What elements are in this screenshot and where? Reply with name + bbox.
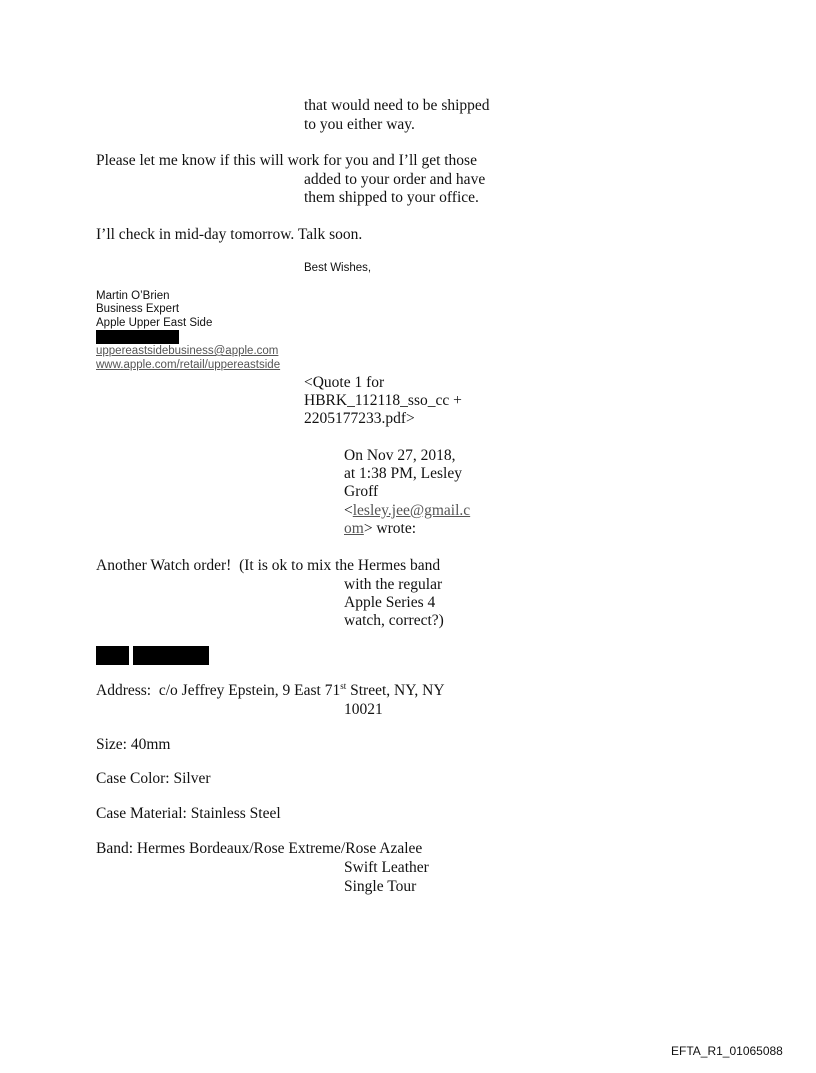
signature-url-link[interactable]: www.apple.com/retail/uppereastside — [96, 359, 281, 371]
order-intro-line: Apple Series 4 — [344, 594, 436, 611]
order-band-line: Swift Leather — [344, 859, 429, 876]
order-size: Size: 40mm — [96, 736, 171, 753]
quote-header-line: Groff — [344, 483, 379, 500]
signature-name: Martin O’Brien — [96, 290, 170, 302]
wrote-text: > wrote: — [363, 520, 417, 537]
body-line: Please let me know if this will work for you and I’ll get those — [96, 152, 477, 169]
signature-email-link[interactable]: uppereastsidebusiness@apple.com — [96, 345, 279, 357]
angle-bracket: < — [344, 502, 353, 519]
quote-email-link[interactable]: lesley.jee@gmail.c — [352, 502, 471, 519]
attachment-line: 2205177233.pdf> — [304, 410, 415, 427]
body-line: that would need to be shipped — [304, 97, 490, 114]
order-address — [96, 681, 445, 700]
closing: Best Wishes, — [304, 262, 372, 274]
body-line: I’ll check in mid-day tomorrow. Talk soon. — [96, 226, 363, 243]
redaction-bar — [96, 330, 179, 344]
quote-header-line: On Nov 27, 2018, — [344, 447, 456, 464]
redaction-bar — [96, 646, 129, 665]
signature-store: Apple Upper East Side — [96, 317, 213, 329]
order-address-zip: 10021 — [344, 701, 383, 718]
body-line: added to your order and have — [304, 171, 486, 188]
body-line: to you either way. — [304, 116, 415, 133]
address-text: Address: c/o Jeffrey Epstein, 9 East 71 — [96, 682, 341, 699]
order-intro-line: Another Watch order! (It is ok to mix the Hermes band — [96, 557, 441, 574]
document-id: EFTA_R1_01065088 — [671, 1044, 783, 1058]
attachment-line: HBRK_112118_sso_cc + — [304, 392, 462, 409]
quote-email-link[interactable]: om — [344, 520, 364, 537]
order-band-line: Single Tour — [344, 878, 417, 895]
address-text: Street, NY, NY — [346, 682, 445, 699]
quote-header-email-line — [344, 520, 416, 539]
redaction-bar — [133, 646, 209, 665]
quote-header-email-line — [344, 502, 470, 521]
quote-header-line: at 1:38 PM, Lesley — [344, 465, 462, 482]
address-superscript: st — [340, 680, 347, 691]
attachment-line: <Quote 1 for — [304, 374, 385, 391]
order-intro-line: with the regular — [344, 576, 443, 593]
order-case-material: Case Material: Stainless Steel — [96, 805, 281, 822]
signature-title: Business Expert — [96, 303, 180, 315]
order-intro-line: watch, correct?) — [344, 612, 444, 629]
order-case-color: Case Color: Silver — [96, 770, 211, 787]
body-line: them shipped to your office. — [304, 189, 479, 206]
order-band: Band: Hermes Bordeaux/Rose Extreme/Rose Azalee — [96, 840, 423, 857]
